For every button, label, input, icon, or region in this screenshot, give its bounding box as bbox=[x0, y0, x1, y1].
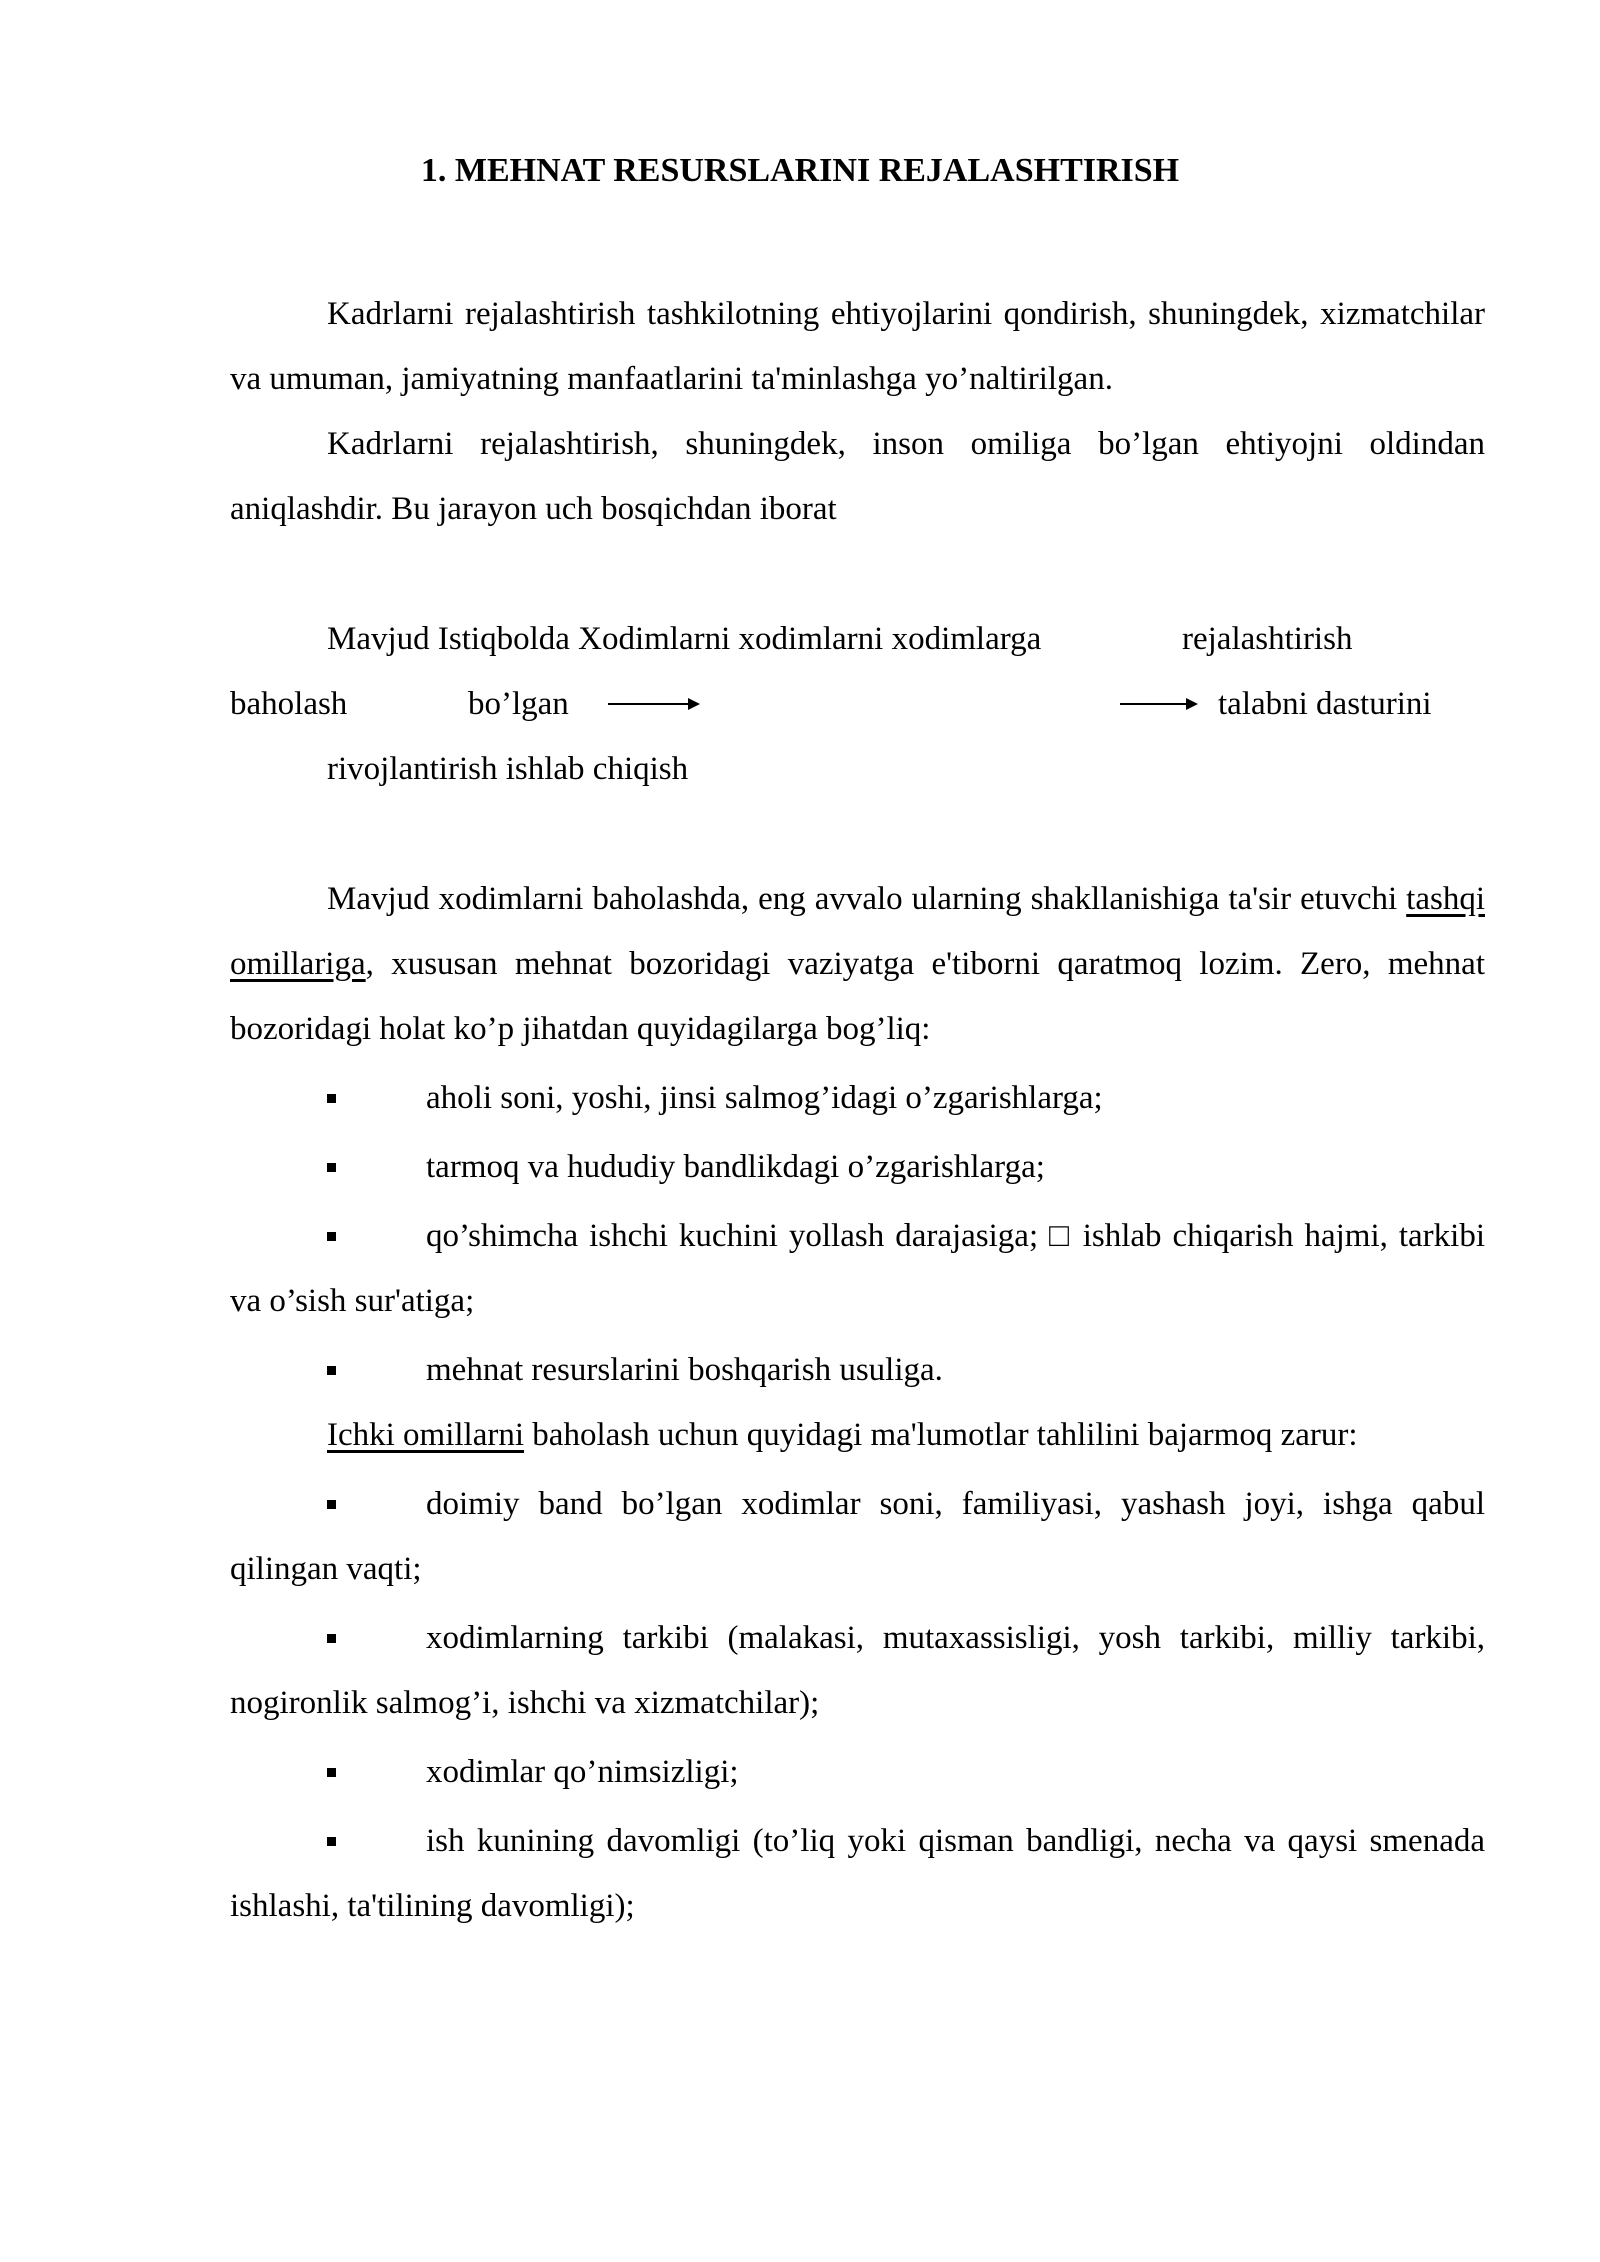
diagram-label-bolgan: bo’lgan bbox=[468, 686, 569, 722]
bullet-square-icon bbox=[327, 1366, 336, 1375]
bullet-square-icon bbox=[327, 1163, 336, 1172]
page-title: 1. MEHNAT RESURSLARINI REJALASHTIRISH bbox=[420, 152, 1180, 189]
diagram-label-talabni-dasturini: talabni dasturini bbox=[1218, 686, 1432, 722]
diagram-line1-right: rejalashtirish bbox=[1182, 621, 1353, 657]
arrow-right-icon bbox=[1120, 695, 1198, 713]
diagram-label-baholash: baholash bbox=[230, 686, 348, 722]
section2-text-b: baholash uchun quyidagi ma'lumotlar tahlilini bajarmoq zarur: bbox=[524, 1417, 1358, 1453]
bullet-square-icon bbox=[327, 1232, 336, 1241]
list-item: xodimlar qo’nimsizligi; bbox=[230, 1740, 1485, 1805]
list-item: aholi soni, yoshi, jinsi salmog’idagi o’zgarishlarga; bbox=[230, 1066, 1485, 1131]
section1-paragraph bbox=[230, 867, 1485, 1062]
ichki-omillar-underlined: Ichki omillarni bbox=[327, 1417, 525, 1453]
bullet-square-icon bbox=[327, 1768, 336, 1777]
tashqi-omillar-underlined: tashqi omillariga bbox=[230, 881, 1485, 982]
list-item: qo’shimcha ishchi kuchini yollash darajasiga; □ ishlab chiqarish hajmi, tarkibi va o’sish sur'atiga; bbox=[230, 1218, 1485, 1319]
section1-text-b: , xususan mehnat bozoridagi vaziyatga e'tiborni qaratmoq lozim. Zero, mehnat bozoridagi holat ko’p jihatdan quyidagilarga bog’liq: bbox=[230, 946, 1485, 1047]
list-item: mehnat resurslarini boshqarish usuliga. bbox=[230, 1338, 1485, 1403]
diagram-line3: rivojlantirish ishlab chiqish bbox=[327, 751, 689, 787]
bullet-square-icon bbox=[327, 1094, 336, 1103]
list-item: ish kunining davomligi (to’liq yoki qisman bandligi, necha va qaysi smenada ishlashi, ta'tilining davomligi); bbox=[230, 1823, 1485, 1924]
list-item: xodimlarning tarkibi (malakasi, mutaxassisligi, yosh tarkibi, milliy tarkibi, nogironlik salmog’i, ishchi va xizmatchilar); bbox=[230, 1620, 1485, 1721]
intro-paragraph-2: Kadrlarni rejalashtirish, shuningdek, inson omiliga bo’lgan ehtiyojni oldindan aniqlashdir. Bu jarayon uch bosqichdan iborat bbox=[230, 426, 1485, 527]
list-item: doimiy band bo’lgan xodimlar soni, familiyasi, yashash joyi, ishga qabul qilingan vaqti; bbox=[230, 1486, 1485, 1587]
bullet-square-icon bbox=[327, 1634, 336, 1643]
diagram-line1-left: Mavjud Istiqbolda Xodimlarni xodimlarni xodimlarga bbox=[327, 621, 1042, 657]
bullet-square-icon bbox=[327, 1837, 336, 1846]
document-body bbox=[230, 282, 1485, 1939]
arrow-right-icon bbox=[608, 695, 700, 713]
intro-paragraph-1: Kadrlarni rejalashtirish tashkilotning ehtiyojlarini qondirish, shuningdek, xizmatchilar va umuman, jamiyatning manfaatlarini ta'minlashga yo’naltirilgan. bbox=[230, 296, 1485, 397]
section2-paragraph bbox=[230, 1403, 1485, 1468]
section1-text-a: Mavjud xodimlarni baholashda, eng avvalo ularning shakllanishiga ta'sir etuvchi bbox=[327, 881, 1407, 917]
process-diagram bbox=[230, 607, 1485, 802]
list-item: tarmoq va hududiy bandlikdagi o’zgarishlarga; bbox=[230, 1135, 1485, 1200]
bullet-square-icon bbox=[327, 1500, 336, 1509]
